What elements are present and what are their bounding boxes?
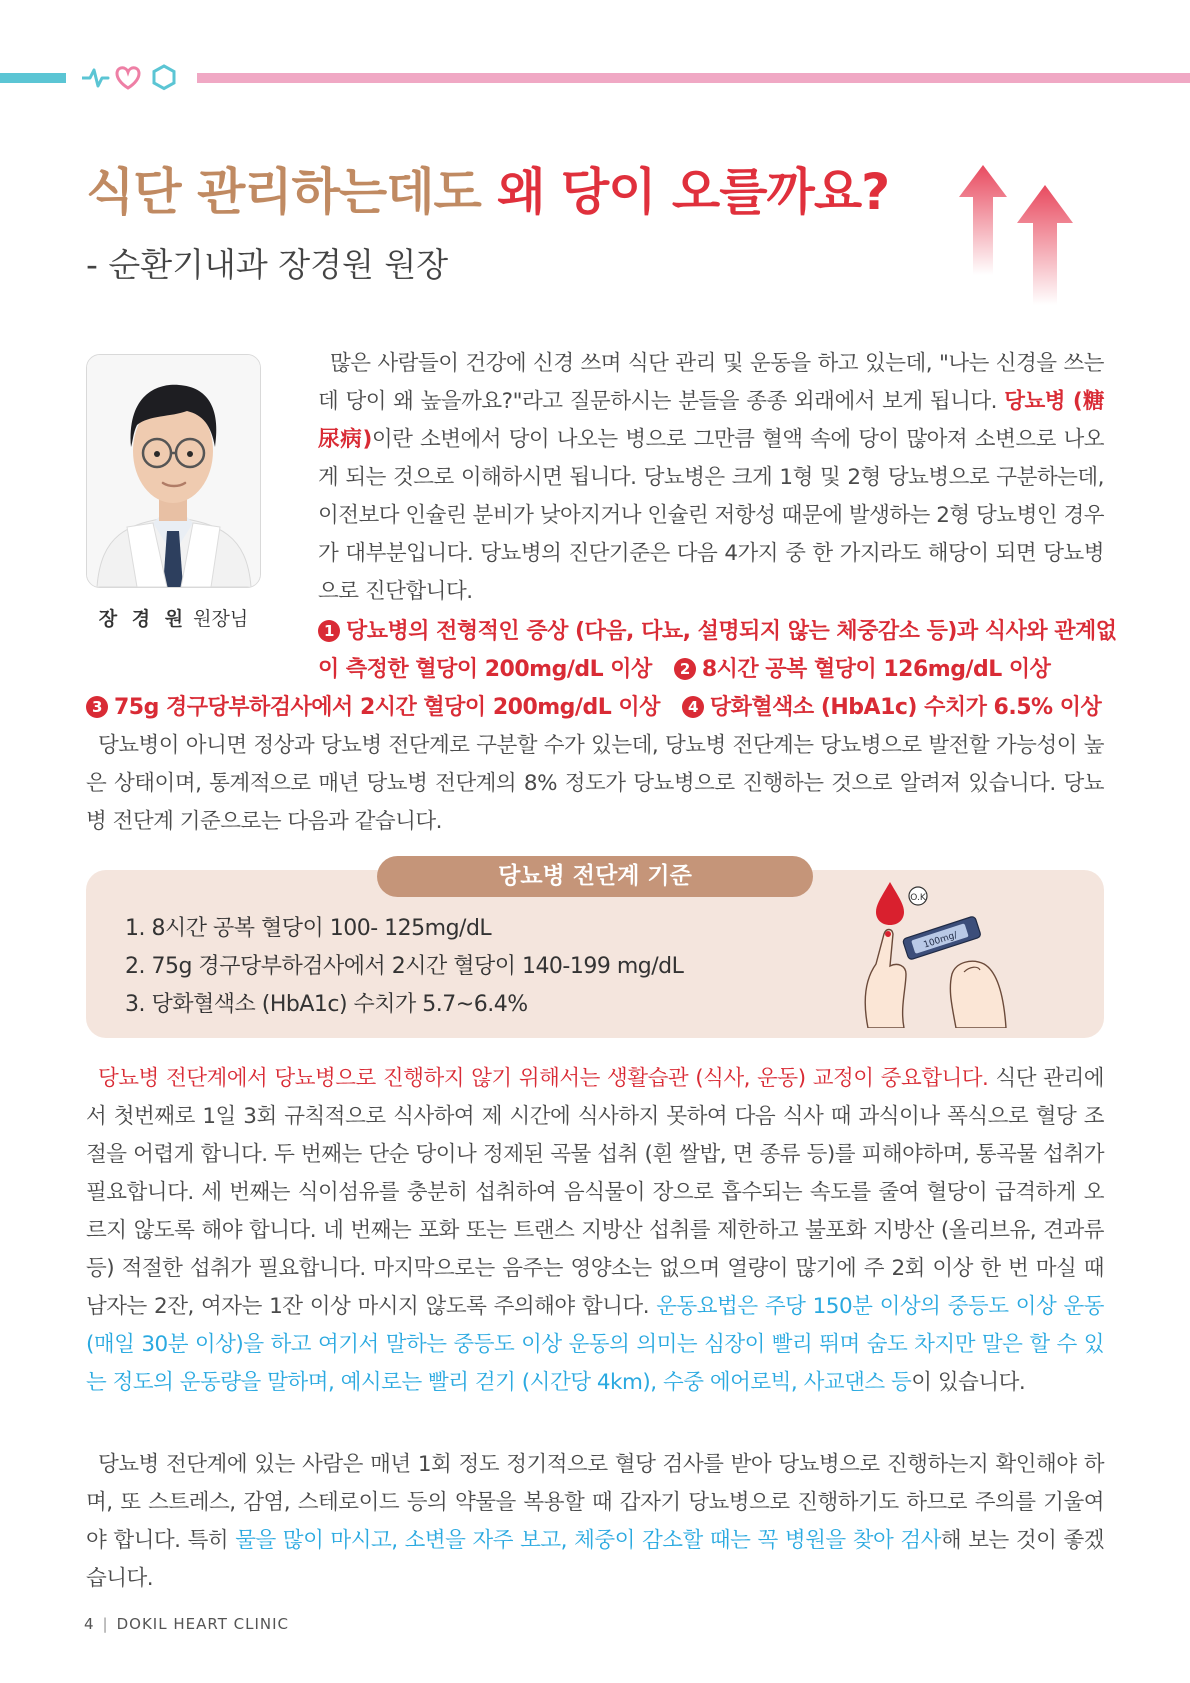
criterion-2-number: 2 — [674, 658, 696, 680]
top-bar-left — [0, 73, 66, 83]
lifestyle-text: 식단 관리에서 첫번째로 1일 3회 규칙적으로 식사하여 제 시간에 식사하지 못하여 다음 식사 때 과식이나 폭식으로 혈당 조절을 어렵게 합니다. 두 번째는 단순 당이나 정제된 곡물 섭취 (흰 쌀밥, 면 종류 등)를 피해야하며, 통곡물 섭취가 필요합니다. 세 번째는 식이섬유를 충분히 섭취하여 음식물이 장으로 흡수되는 속도를 줄여 혈당이 급격하게 오르지 않도록 해야 합니다. 네 번째는 포화 또는 트랜스 지방산 섭취를 제한하고 불포화 지방산 (올리브유, 견과류 등) 적절한 섭취가 필요합니다. 마지막으로는 음주는 영양소는 없으며 열량이 많기에 주 2회 이상 한 번 마실 때 남자는 2잔, 여자는 1잔 이상 마시지 않도록 주의해야 합니다. — [86, 1066, 1104, 1319]
lifestyle-tail: 이 있습니다. — [911, 1370, 1026, 1395]
intro-paragraph — [318, 345, 1104, 611]
criterion-2-text: 8시간 공복 혈당이 126mg/dL 이상 — [701, 657, 1051, 682]
lifestyle-highlight: 당뇨병 전단계에서 당뇨병으로 진행하지 않기 위해서는 생활습관 (식사, 운동) 교정이 중요합니다. — [98, 1066, 989, 1091]
intro-text-2: 이란 소변에서 당이 나오는 병으로 그만큼 혈액 속에 당이 많아져 소변으로 나오게 되는 것으로 이해하시면 됩니다. 당뇨병은 크게 1형 및 2형 당뇨병으로 구분하는데, 이전보다 인슐린 분비가 낮아지거나 인슐린 저항성 때문에 발생하는 2형 당뇨병인 경우가 대부분입니다. 당뇨병의 진단기준은 다음 4가지 중 한 가지라도 해당이 되면 당뇨병으로 진단합니다. — [318, 427, 1105, 604]
heart-icon — [117, 68, 139, 88]
doctor-caption — [86, 604, 261, 631]
footer-separator: | — [102, 1615, 109, 1633]
page-title — [86, 160, 889, 224]
title-part-2: 왜 당이 오를까요? — [497, 163, 890, 221]
prediabetes-item-2: 2. 75g 경구당부하검사에서 2시간 혈당이 140-199 mg/dL — [125, 954, 684, 979]
page-footer — [84, 1615, 289, 1633]
criterion-1-line-2 — [318, 651, 1050, 689]
lifestyle-paragraph — [86, 1060, 1104, 1402]
intro-text-1: 많은 사람들이 건강에 신경 쓰며 식단 관리 및 운동을 하고 있는데, "나는 신경을 쓰는데 당이 왜 높을까요?"라고 질문하시는 분들을 종종 외래에서 보게 됩니다. — [318, 351, 1104, 414]
doctor-portrait-image — [87, 355, 260, 587]
page-subtitle: - 순환기내과 장경원 원장 — [86, 245, 449, 284]
page-number: 4 — [84, 1615, 95, 1633]
prediabetes-box-heading: 당뇨병 전단계 기준 — [377, 856, 813, 897]
footer-brand: DOKIL HEART CLINIC — [116, 1615, 290, 1633]
criterion-3-number: 3 — [86, 696, 108, 718]
prediabetes-paragraph: 당뇨병이 아니면 정상과 당뇨병 전단계로 구분할 수가 있는데, 당뇨병 전단계는 당뇨병으로 발전할 가능성이 높은 상태이며, 통계적으로 매년 당뇨병 전단계의 8% 정도가 당뇨병으로 진행하는 것으로 알려져 있습니다. 당뇨병 전단계 기준으로는 다음과 같습니다. — [86, 733, 1104, 834]
checkup-text: 당뇨병 전단계에 있는 사람은 매년 1회 정도 정기적으로 혈당 검사를 받아 당뇨병으로 진행하는지 확인해야 하며, 또 스트레스, 감염, 스테로이드 등의 약물을 복용할 때 갑자기 당뇨병으로 진행하기도 하므로 주의를 기울여야 합니다. 특히 — [86, 1452, 1104, 1553]
hexagon-icon — [154, 66, 174, 89]
doctor-name: 장 경 원 — [98, 608, 188, 630]
criterion-4-number: 4 — [682, 696, 704, 718]
heartbeat-line-icon — [82, 70, 108, 86]
doctor-role: 원장님 — [193, 608, 249, 630]
top-bar-right — [197, 73, 1190, 83]
ok-bubble-text: O.K — [910, 893, 926, 903]
criterion-3-4-line — [86, 689, 1101, 727]
meter-reading: 100mg/ — [922, 930, 959, 951]
prediabetes-item-1: 1. 8시간 공복 혈당이 100- 125mg/dL — [125, 916, 492, 941]
checkup-paragraph — [86, 1446, 1104, 1598]
title-part-1: 식단 관리하는데도 — [86, 163, 498, 221]
criterion-1-number: 1 — [318, 620, 340, 642]
header-icons — [82, 62, 190, 92]
intro-highlight: 당뇨병 (糖尿病) — [318, 389, 1105, 452]
criterion-1-text-b: 이 측정한 혈당이 200mg/dL 이상 — [318, 657, 652, 682]
criterion-4-text: 당화혈색소 (HbA1c) 수치가 6.5% 이상 — [709, 695, 1102, 720]
blood-drop-icon — [876, 882, 904, 925]
checkup-tail: 해 보는 것이 좋겠습니다. — [86, 1528, 1104, 1591]
up-arrow-icon — [955, 165, 1075, 305]
exercise-highlight: 운동요법은 주당 150분 이상의 중등도 이상 운동 (매일 30분 이상)을 하고 여기서 말하는 중등도 이상 운동의 의미는 심장이 빨리 뛰며 숨도 차지만 말은 할 수 있는 정도의 운동량을 말하며, 예시로는 빨리 걷기 (시간당 4km), 수중 에어로빅, 사교댄스 등 — [86, 1294, 1104, 1395]
glucose-test-illustration — [860, 878, 1010, 1028]
glucose-meter-icon — [902, 916, 981, 960]
criterion-1-text-a: 당뇨병의 전형적인 증상 (다음, 다뇨, 설명되지 않는 체중감소 등)과 식사와 관계없 — [346, 619, 1117, 644]
criterion-1-line-1 — [318, 613, 1116, 651]
prediabetes-item-3: 3. 당화혈색소 (HbA1c) 수치가 5.7~6.4% — [125, 992, 528, 1017]
checkup-highlight: 물을 많이 마시고, 소변을 자주 보고, 체중이 감소할 때는 꼭 병원을 찾아 검사 — [235, 1528, 941, 1553]
criterion-3-text: 75g 경구당부하검사에서 2시간 혈당이 200mg/dL 이상 — [114, 695, 660, 720]
doctor-photo — [86, 354, 261, 588]
